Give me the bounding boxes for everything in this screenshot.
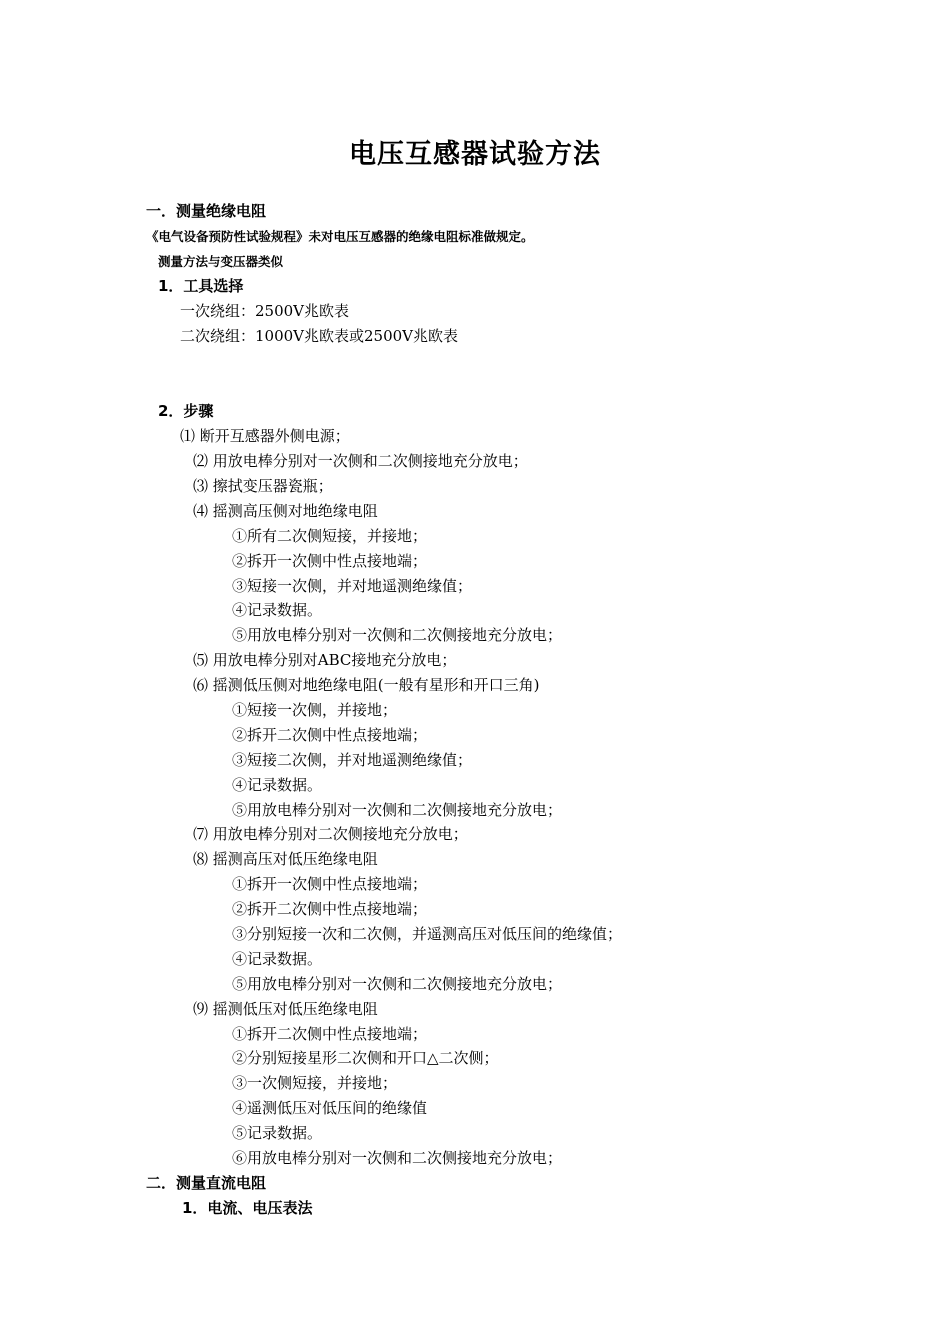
document-title: 电压互感器试验方法: [349, 139, 601, 170]
method-note: 测量方法与变压器类似: [158, 254, 284, 269]
subheading-tool-selection: 1．工具选择: [158, 277, 244, 295]
step-item: ⑹ 摇测低压侧对地绝缘电阻(一般有星形和开口三角): [193, 676, 540, 694]
sub-step-item: ④记录数据。: [232, 776, 323, 794]
step-item: ⑶ 擦拭变压器瓷瓶；: [193, 477, 333, 495]
subheading-steps: 2．步骤: [158, 402, 214, 420]
sub-step-item: ①短接一次侧，并接地；: [232, 701, 398, 719]
section-heading-dc-resistance: 二．测量直流电阻: [146, 1174, 267, 1192]
step-item: ⑸ 用放电棒分别对ABC接地充分放电；: [193, 651, 457, 669]
step-item: ⑼ 摇测低压对低压绝缘电阻: [193, 1000, 378, 1018]
sub-step-item: ⑤用放电棒分别对一次侧和二次侧接地充分放电；: [232, 626, 563, 644]
step-item: ⑺ 用放电棒分别对二次侧接地充分放电；: [193, 825, 468, 843]
sub-step-item: ④遥测低压对低压间的绝缘值: [232, 1099, 428, 1117]
sub-step-item: ⑤记录数据。: [232, 1124, 323, 1142]
sub-step-item: ②分别短接星形二次侧和开口△二次侧；: [232, 1049, 499, 1067]
subheading-current-voltage-method: 1．电流、电压表法: [182, 1199, 313, 1217]
tool-line: 二次绕组：1000V兆欧表或2500V兆欧表: [180, 327, 459, 345]
step-item: ⑵ 用放电棒分别对一次侧和二次侧接地充分放电；: [193, 452, 528, 470]
sub-step-item: ②拆开二次侧中性点接地端；: [232, 726, 428, 744]
step-item: ⑻ 摇测高压对低压绝缘电阻: [193, 850, 378, 868]
sub-step-item: ②拆开二次侧中性点接地端；: [232, 900, 428, 918]
sub-step-item: ③分别短接一次和二次侧，并遥测高压对低压间的绝缘值；: [232, 925, 623, 943]
sub-step-item: ⑤用放电棒分别对一次侧和二次侧接地充分放电；: [232, 801, 563, 819]
sub-step-item: ③一次侧短接，并接地；: [232, 1074, 398, 1092]
tool-line: 一次绕组：2500V兆欧表: [180, 302, 350, 320]
step-item: ⑴ 断开互感器外侧电源；: [180, 427, 350, 445]
step-item: ⑷ 摇测高压侧对地绝缘电阻: [193, 502, 378, 520]
sub-step-item: ①拆开一次侧中性点接地端；: [232, 875, 428, 893]
sub-step-item: ①拆开二次侧中性点接地端；: [232, 1025, 428, 1043]
sub-step-item: ③短接二次侧，并对地遥测绝缘值；: [232, 751, 473, 769]
section-heading-insulation: 一．测量绝缘电阻: [146, 202, 267, 220]
sub-step-item: ⑤用放电棒分别对一次侧和二次侧接地充分放电；: [232, 975, 563, 993]
sub-step-item: ④记录数据。: [232, 601, 323, 619]
sub-step-item: ⑥用放电棒分别对一次侧和二次侧接地充分放电；: [232, 1149, 563, 1167]
sub-step-item: ③短接一次侧，并对地遥测绝缘值；: [232, 577, 473, 595]
regulation-note: 《电气设备预防性试验规程》未对电压互感器的绝缘电阻标准做规定。: [146, 229, 534, 244]
sub-step-item: ④记录数据。: [232, 950, 323, 968]
sub-step-item: ①所有二次侧短接，并接地；: [232, 527, 428, 545]
sub-step-item: ②拆开一次侧中性点接地端；: [232, 552, 428, 570]
